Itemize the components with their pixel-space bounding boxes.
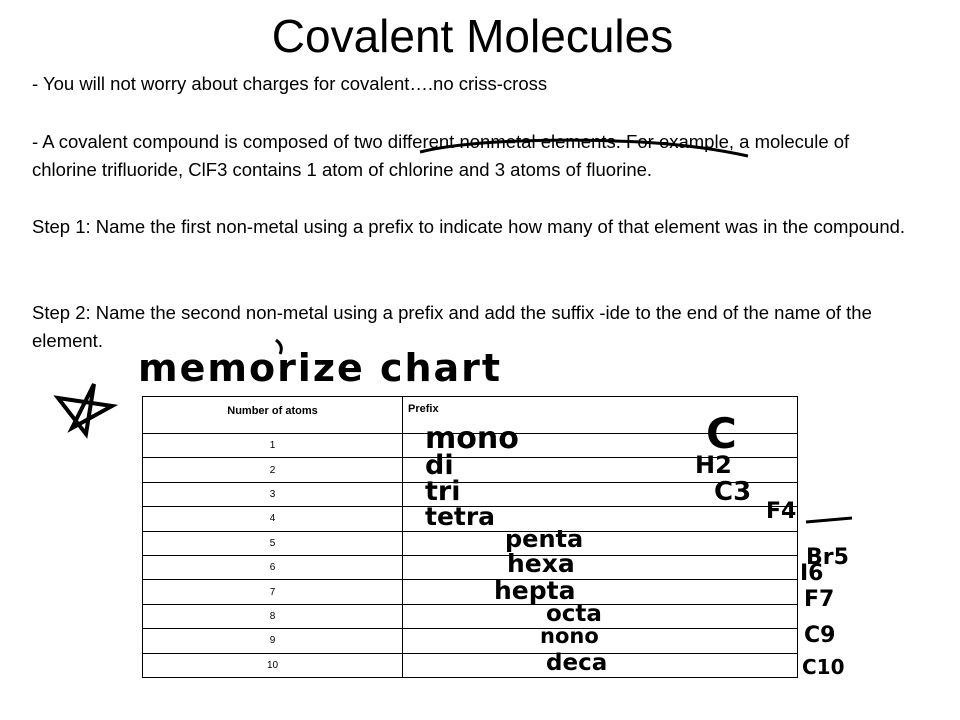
atom-count-cell: 5 bbox=[143, 531, 403, 555]
prefix-cell bbox=[403, 482, 798, 506]
atom-count-cell: 4 bbox=[143, 507, 403, 531]
table-row bbox=[143, 482, 798, 506]
table-row bbox=[143, 531, 798, 555]
paragraph-no-charges: - You will not worry about charges for covalent….no criss-cross bbox=[32, 73, 548, 94]
prefix-cell bbox=[403, 458, 798, 482]
handwritten-example: C9 bbox=[804, 623, 836, 648]
handwritten-prefix: nono bbox=[540, 624, 599, 648]
atom-count-cell: 10 bbox=[143, 653, 403, 677]
handwritten-example: Br5 bbox=[806, 545, 849, 570]
handwritten-prefix: tetra bbox=[425, 502, 496, 531]
handwritten-prefix: octa bbox=[546, 601, 602, 627]
table-row bbox=[143, 604, 798, 628]
handwritten-prefix: hepta bbox=[494, 576, 576, 605]
atom-count-cell: 8 bbox=[143, 604, 403, 628]
atom-count-cell: 9 bbox=[143, 629, 403, 653]
memorize-chart-note: memorize chart bbox=[138, 346, 503, 390]
line-mark bbox=[806, 518, 852, 522]
handwritten-example: H2 bbox=[695, 451, 732, 479]
header-prefix: Prefix bbox=[403, 397, 798, 434]
handwritten-example: F7 bbox=[804, 587, 835, 612]
prefix-cell bbox=[403, 653, 798, 677]
table-row bbox=[143, 507, 798, 531]
header-number-of-atoms: Number of atoms bbox=[143, 397, 403, 434]
prefix-cell bbox=[403, 604, 798, 628]
slide-title: Covalent Molecules bbox=[271, 10, 674, 62]
atom-count-cell: 2 bbox=[143, 458, 403, 482]
handwritten-example: C3 bbox=[714, 477, 752, 507]
paragraph-step-1: Step 1: Name the first non-metal using a prefix to indicate how many of that element was in the compound. bbox=[32, 216, 906, 237]
atom-count-cell: 1 bbox=[143, 434, 403, 458]
table-row bbox=[143, 580, 798, 604]
handwritten-prefix: di bbox=[425, 450, 454, 481]
handwritten-prefix: penta bbox=[505, 525, 584, 553]
handwritten-prefix: tri bbox=[425, 476, 461, 507]
table-header-row bbox=[143, 397, 798, 434]
handwritten-prefix: mono bbox=[425, 421, 519, 456]
table-row bbox=[143, 434, 798, 458]
handwritten-example: I6 bbox=[800, 561, 824, 586]
prefix-cell bbox=[403, 507, 798, 531]
atom-count-cell: 7 bbox=[143, 580, 403, 604]
prefix-table bbox=[142, 396, 798, 678]
handwritten-example: C10 bbox=[802, 655, 845, 679]
star-icon bbox=[58, 384, 112, 434]
atom-count-cell: 3 bbox=[143, 482, 403, 506]
prefix-cell bbox=[403, 580, 798, 604]
paragraph-definition: - A covalent compound is composed of two different nonmetal elements. For example, a molecule of chlorine trifluoride, ClF3 contains 1 atom of chlorine and 3 atoms of fluorine. bbox=[32, 131, 850, 180]
prefix-cell bbox=[403, 629, 798, 653]
table-row bbox=[143, 653, 798, 677]
handwritten-example: C bbox=[706, 409, 737, 458]
prefix-cell bbox=[403, 434, 798, 458]
table-row bbox=[143, 458, 798, 482]
paragraph-step-2: Step 2: Name the second non-metal using a prefix and add the suffix -ide to the end of the name of the element. bbox=[32, 302, 872, 351]
handwritten-prefix: hexa bbox=[507, 549, 575, 578]
table-row bbox=[143, 555, 798, 579]
prefix-cell bbox=[403, 531, 798, 555]
prefix-cell bbox=[403, 555, 798, 579]
handwritten-prefix: deca bbox=[546, 650, 608, 676]
atom-count-cell: 6 bbox=[143, 555, 403, 579]
handwritten-example: F4 bbox=[766, 499, 797, 524]
table-row bbox=[143, 629, 798, 653]
